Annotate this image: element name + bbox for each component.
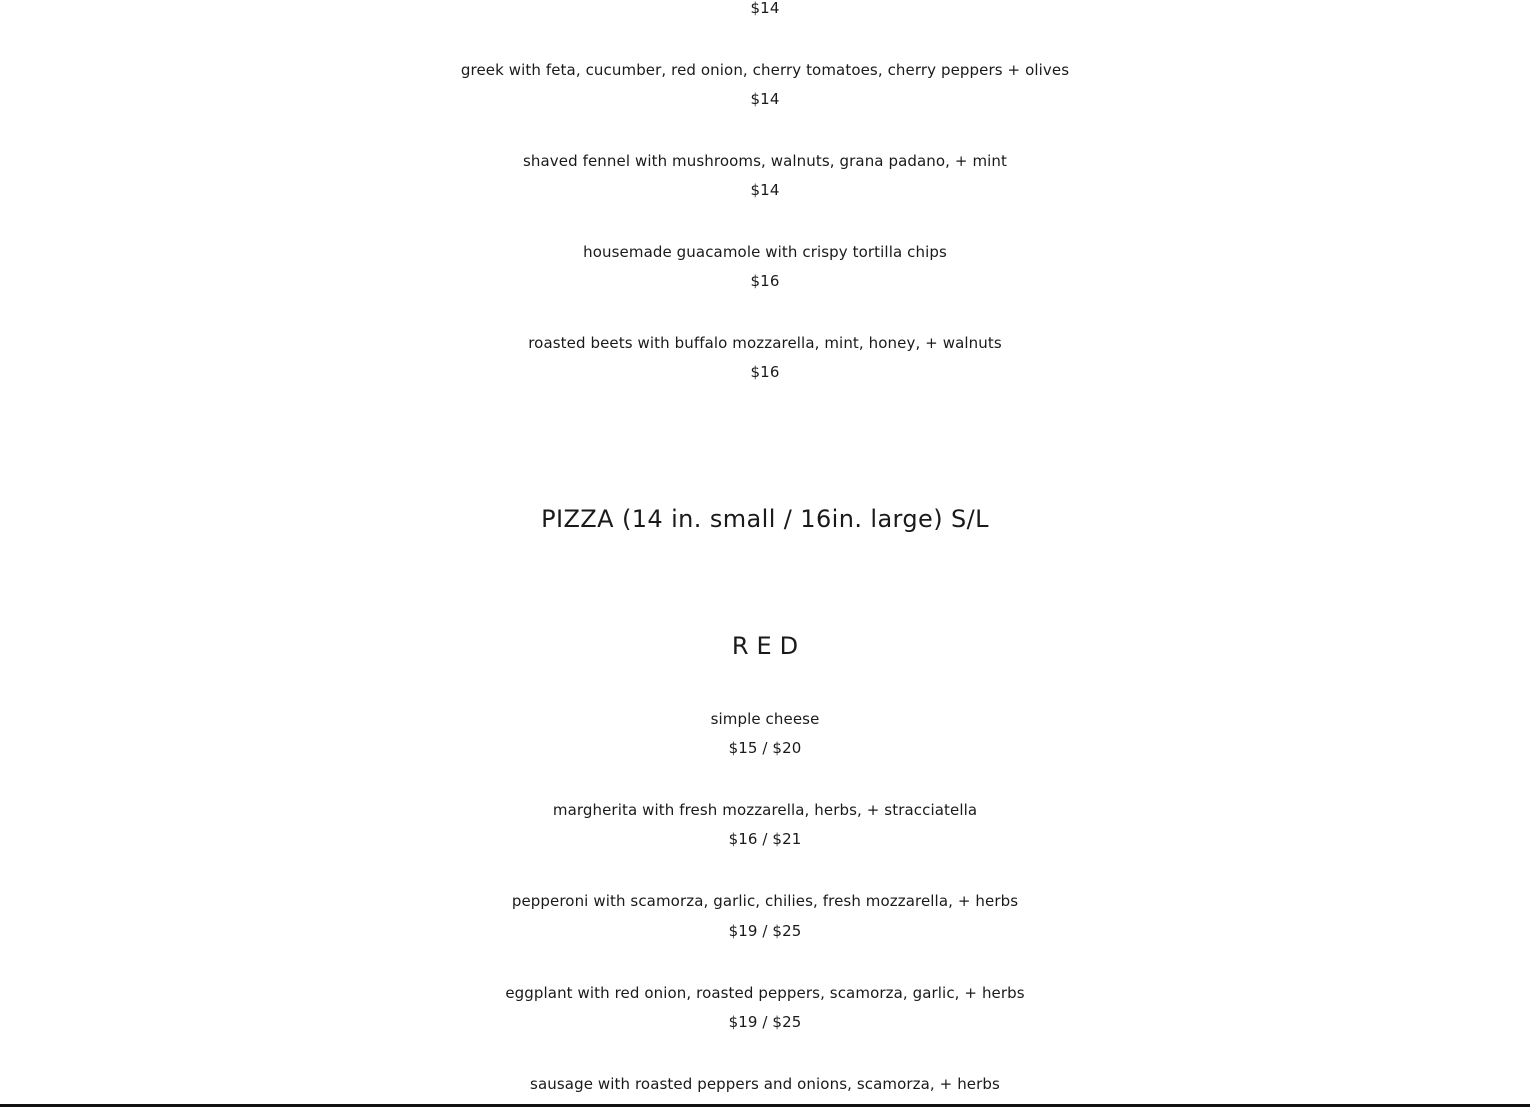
menu-item-name: sausage with roasted peppers and onions, scamorza, + herbs [530,1075,1000,1093]
menu-item-price: $19 / $25 [728,1013,802,1031]
menu-item-name: greek with feta, cucumber, red onion, cherry tomatoes, cherry peppers + olives [460,61,1070,79]
subsection-title-red: RED [731,632,807,660]
menu-item-price: $19 / $25 [728,922,802,940]
section-title-pizza: PIZZA (14 in. small / 16in. large) S/L [541,505,989,533]
menu-item-name: housemade guacamole with crispy tortilla chips [583,243,947,261]
menu-item-price: $16 [750,363,780,381]
menu-item-name: pepperoni with scamorza, garlic, chilies, fresh mozzarella, + herbs [511,892,1019,910]
menu-item-price: $15 / $20 [728,739,802,757]
menu-item-price: $16 / $21 [728,830,802,848]
menu-item-price: $14 [750,0,780,17]
menu-item-name: margherita with fresh mozzarella, herbs, + stracciatella [552,801,978,819]
menu-item-name: simple cheese [710,710,820,728]
menu-item-price: $14 [750,181,780,199]
menu-item-price: $14 [750,90,780,108]
menu-item-name: eggplant with red onion, roasted peppers, scamorza, garlic, + herbs [505,984,1025,1002]
menu-item-name: shaved fennel with mushrooms, walnuts, grana padano, + mint [522,152,1008,170]
menu-item-name: roasted beets with buffalo mozzarella, mint, honey, + walnuts [528,334,1002,352]
menu-item-price: $16 [750,272,780,290]
